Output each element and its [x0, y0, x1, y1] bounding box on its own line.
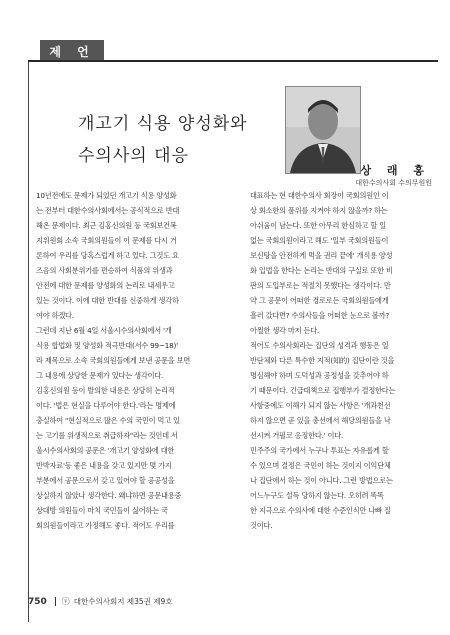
- text-line: 그런데 지난 6월 4일 서울시수의사회에서 '개: [36, 326, 172, 335]
- header-rule: [28, 60, 438, 62]
- article-title: [78, 108, 278, 172]
- text-line: 나 집단에서 하는 것이 아니다. 그런 방법으로는: [250, 476, 393, 485]
- text-line: 약 그 공문이 어떠한 경로로든 국회의원들에게: [250, 296, 389, 305]
- text-line: 것이다.: [250, 521, 273, 530]
- text-line: 하지 않으면 곧 있을 총선에서 해당의원들을 낙: [250, 416, 391, 425]
- text-line: 10년전에도 문제가 되었던 개고기 식용 양성화: [36, 191, 177, 200]
- text-line: 아쉬움이 남는다. 또한 아무리 한심하고 할 일: [250, 221, 386, 230]
- text-line: 한 지극으로 수의사에 대한 수준인식만 나빠 질: [250, 506, 391, 515]
- text-line: 흘러 갔다면? 수의사들을 어떠한 눈으로 볼까?: [250, 311, 390, 320]
- text-line: 대표하는 현 대한수의사 회장이 국회의원인 이: [250, 191, 389, 200]
- text-line: 반박자료'등 좋은 내용을 갖고 있지만 몇 가지: [36, 461, 172, 470]
- section-label: 제 언: [40, 40, 104, 62]
- text-line: 상대방 의원들이 마치 국민들이 싫어하는 국: [36, 506, 168, 515]
- text-line: 지위원회 소속 국회의원들이 이 문제를 다시 거: [36, 236, 177, 245]
- text-line: 수 있으며 결정은 국민이 하는 것이지 이익단체: [250, 461, 391, 470]
- text-line: 는 고기를 위생적으로 취급하자"라는 것인데 서: [36, 431, 178, 440]
- text-line: 론하여 우리를 당혹스럽게 하고 있다. 그것도 요: [36, 251, 179, 260]
- text-line: 아찔한 생각 마저 든다.: [250, 326, 320, 335]
- page-footer: [28, 596, 438, 607]
- text-line: 사항중에도 이해가 되지 않는 사항은 '개과천선: [250, 401, 391, 410]
- author-portrait-image: [286, 87, 360, 173]
- text-line: 보신탕을 안전하게 먹을 권리 끝에' 개식용 양성: [250, 251, 393, 260]
- text-line: 상실하지 않았나 생각한다. 왜냐하면 공문내용중: [36, 491, 182, 500]
- body-column-right: [250, 188, 432, 533]
- text-line: 여야 하겠다.: [36, 311, 74, 320]
- text-line: 화 입법을 한다는 논리는 반대의 구실로 또한 비: [250, 266, 393, 275]
- text-line: 선시켜 거필코 응징한다.' 이다.: [250, 431, 344, 440]
- text-line: 안전에 대한 문제를 양성화의 논리로 내세우고: [36, 281, 175, 290]
- page-number: 750: [28, 596, 47, 607]
- text-line: 적어도 수의사회라는 집단의 성격과 행동은 일: [250, 341, 389, 350]
- left-margin-rule: [28, 62, 29, 622]
- journal-name: 대한수의사회지 제35권 제9호: [73, 597, 173, 606]
- text-line: 상 회소한의 품위를 지켜야 하지 않을까? 하는: [250, 206, 388, 215]
- text-line: 회의원들이라고 가정해도 좋다. 적어도 우리를: [36, 521, 175, 530]
- text-line: 는 전부터 대한수의사회에서는 공식적으로 반대: [36, 206, 180, 215]
- text-line: 어느누구도 설득 당하지 않는다. 오히려 똑똑: [250, 491, 384, 500]
- text-line: 라 제목으로 소속 국회의원들에게 보낸 공문을 보면: [36, 356, 191, 365]
- text-line: 판의 도입부로는 적절치 못했다는 생각이다. 만: [250, 281, 391, 290]
- title-line-1: 개고기 식용 양성화와: [78, 114, 248, 134]
- author-name: 상 래 홍: [360, 164, 430, 177]
- text-line: 부분에서 공문으로서 갖고 있어야 할 공공성을: [36, 476, 175, 485]
- text-line: 없는 국회의원이라고 해도 '일부 국회의원들이: [250, 236, 389, 245]
- text-line: 그 내용에 상당한 문제가 있다는 생각이다.: [36, 371, 164, 380]
- text-line: 민주주의 국가에서 누구나 투표는 자유롭게 할: [250, 446, 389, 455]
- text-line: 반단체와 다른 특수한 지적(知的) 집단이란 것을: [250, 356, 395, 365]
- journal-logo-icon: ⓥ: [61, 597, 70, 606]
- text-line: 명심해야 하며 도덕성과 공정성을 갖추어야 하: [250, 371, 389, 380]
- text-line: 식용 합법화 및 양성화 적극반대(서수 99~18)': [36, 341, 178, 350]
- title-line-2: 수의사의 대응: [78, 146, 189, 166]
- text-line: 김홍신의원 등이 발의한 내용은 상당히 논리적: [36, 386, 175, 395]
- text-line: 충실하여 "현실적으로 많은 수의 국민이 먹고 있: [36, 416, 180, 425]
- text-line: 해온 문제이다. 최근 김홍신의원 등 국회보건복: [36, 221, 177, 230]
- text-line: 이다. '법은 현실을 다루어야 한다.'라는 명제에: [36, 401, 176, 410]
- body-column-left: [36, 188, 218, 533]
- author-photo: [285, 86, 361, 174]
- text-line: 기 때문이다. 긴급대책으로 집행부가 결정한다는: [250, 386, 396, 395]
- footer-divider: [55, 597, 56, 606]
- author-affiliation: 대한수의사회 수의무원원: [355, 179, 432, 187]
- text-line: 즈음의 사회분위기를 편승하여 식품의 위생과: [36, 266, 173, 275]
- text-line: 울시수의사회의 공문은 '개고기 양성화에 대한: [36, 446, 175, 455]
- text-line: 있는 것이다. 이에 대한 반대를 신중하게 생각하: [36, 296, 179, 305]
